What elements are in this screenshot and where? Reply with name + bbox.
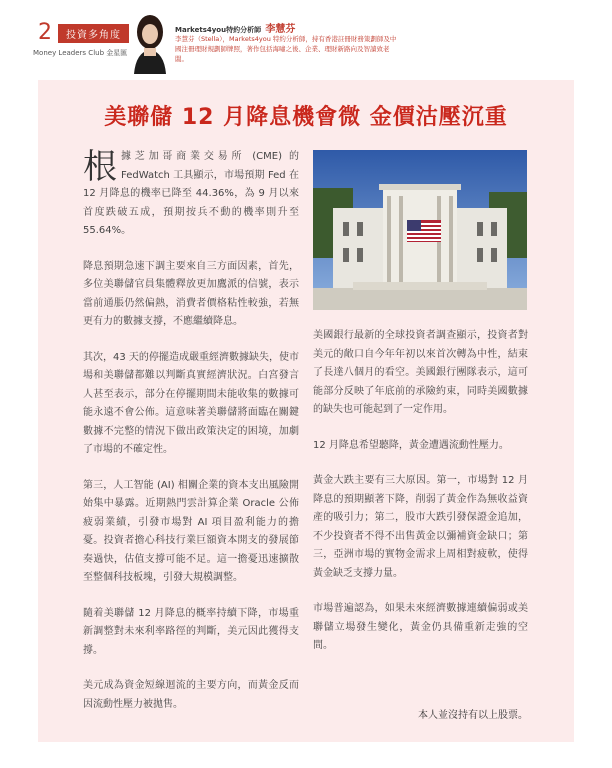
paragraph: 黃金大跌主要有三大原因。第一，市場對 12 月降息的預期顯著下降，削弱了黃金作為無收益資產的吸引力；第二，股市大跌引發保證金追加，不少投資者不得不出售黃金以彌補資金缺口；第三，亞洲市場的實物金需求上周相對疲軟，使得黃金缺乏支撐力量。	[313, 475, 528, 579]
article-right-column	[313, 327, 528, 673]
article-left-column	[83, 148, 299, 731]
author-name: 李慧芬	[265, 24, 296, 35]
author-bio: 李慧芬（Stella），Markets4you 特約分析師，持有香港註冊財務策劃師及中國注冊理財規劃師牌照，著作包括海嘯之後、企業、理財新路向及智讀致老闆。	[175, 35, 397, 63]
club-name: Money Leaders Club 金星匯	[33, 49, 128, 57]
paragraph: 第三，人工智能 (AI) 相關企業的資本支出風險開始集中暴露。近期熱門雲計算企業 Oracle 公佈疲弱業績，引發市場對 AI 項目盈利能力的擔憂。投資者擔心科技行業巨額資本開支的發展節奏過快，估值支撐可能不足。這一擔憂迅速擴散至整個科技板塊，引發大規模調整。	[83, 479, 299, 583]
section-number: 2	[38, 20, 52, 45]
paragraph: 12 月降息希望聽降，黃金遭遇流動性壓力。	[313, 439, 509, 451]
page-header	[0, 0, 612, 78]
author-role: Markets4you特約分析師	[175, 26, 262, 34]
federal-reserve-building-photo	[313, 150, 527, 310]
drop-cap: 根	[83, 147, 117, 187]
disclaimer: 本人並沒持有以上股票。	[418, 710, 528, 721]
american-flag-icon	[407, 220, 441, 242]
paragraph	[83, 148, 299, 241]
section-title: 投資多角度	[58, 24, 129, 43]
paragraph-text: 據芝加哥商業交易所 (CME) 的 FedWatch 工具顯示，市場預期 Fed 在 12 月降息的機率已降至 44.36%，為 9 月以來首度跌破五成，預期按兵不動的機率則升至 55.64%。	[83, 151, 299, 236]
paragraph: 美國銀行最新的全球投資者調查顯示，投資者對美元的敞口自今年年初以來首次轉為中性，結束了長達八個月的看空。美國銀行團隊表示，這可能部分反映了年底前的承險約束，同時美國數據的缺失也可能起到了一定作用。	[313, 330, 528, 415]
paragraph: 其次，43 天的停擺造成嚴重經濟數據缺失，使市場和美聯儲都難以判斷真實經濟狀況。白宮發言人甚至表示，部分在停擺期間未能收集的數據可能永遠不會公佈。這意味著美聯儲將面臨在關鍵數據不完整的情況下做出政策決定的困境，加劇了市場的不確定性。	[83, 351, 299, 455]
paragraph: 降息預期急速下調主要來自三方面因素，首先，多位美聯儲官員集體釋放更加鷹派的信號，表示當前通脹仍然偏熱，消費者價格粘性較強，若無更有力的數據支撐，不應繼續降息。	[83, 260, 299, 327]
paragraph: 美元成為資金短線迴流的主要方向，而黃金反而因流動性壓力被拋售。	[83, 680, 299, 710]
article-title: 美聯儲 12 月降息機會微 金價沽壓沉重	[104, 105, 508, 130]
author-avatar	[130, 12, 170, 74]
author-line	[175, 20, 295, 35]
paragraph: 隨着美聯儲 12 月降息的概率持續下降，市場重新調整對未來利率路徑的判斷，美元因此獲得支撐。	[83, 607, 299, 656]
paragraph: 市場普遍認為，如果未來經濟數據連續偏弱或美聯儲立場發生變化，黃金仍具備重新走強的空間。	[313, 603, 528, 651]
